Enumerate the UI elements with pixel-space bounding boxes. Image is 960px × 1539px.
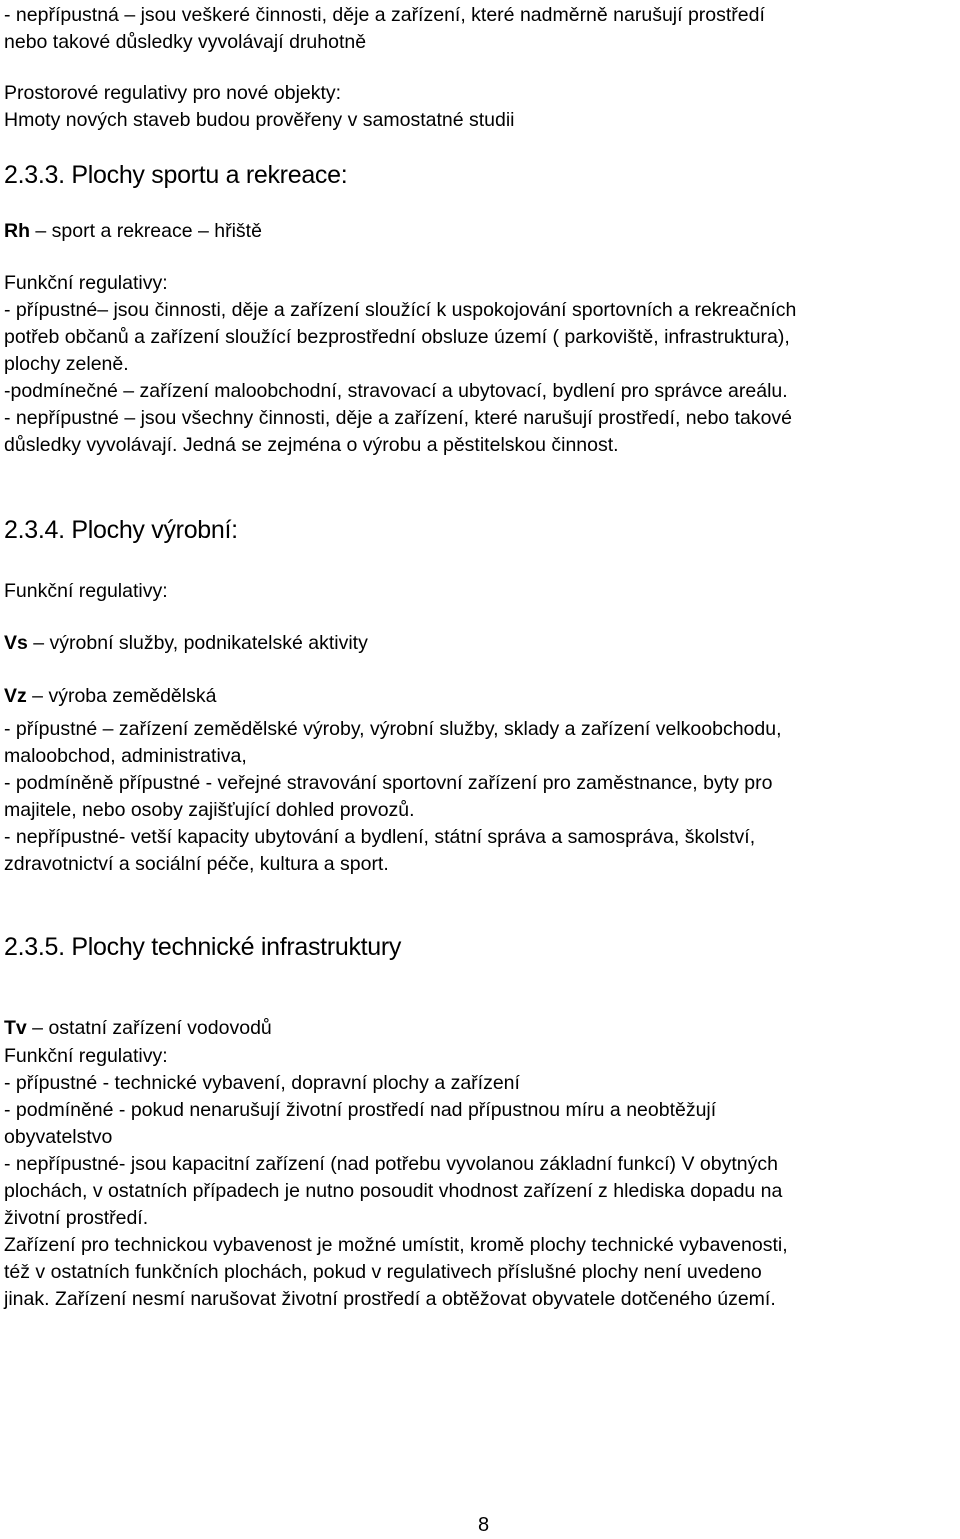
text-line: jinak. Zařízení nesmí narušovat životní prostředí a obtěžovat obyvatele dotčeného území.	[4, 1288, 776, 1310]
text-line: majitele, nebo osoby zajišťující dohled provozů.	[4, 799, 415, 821]
zone-code-line	[4, 630, 368, 657]
zone-code: Vs	[4, 632, 28, 654]
zone-code: Tv	[4, 1017, 27, 1039]
text-line: též v ostatních funkčních plochách, pokud v regulativech příslušné plochy není uvedeno	[4, 1261, 762, 1283]
regulativy-label: Funkční regulativy:	[4, 1045, 168, 1067]
text-line: plochy zeleně.	[4, 353, 129, 375]
zone-description: – výroba zemědělská	[26, 685, 217, 707]
text-line: - podmíněné - pokud nenarušují životní prostředí nad přípustnou míru a neobtěžují	[4, 1099, 717, 1121]
section-heading: 2.3.4. Plochy výrobní:	[4, 516, 238, 544]
text-line: maloobchod, administrativa,	[4, 745, 247, 767]
text-line: Hmoty nových staveb budou prověřeny v samostatné studii	[4, 109, 515, 131]
zone-description: – ostatní zařízení vodovodů	[26, 1017, 272, 1039]
text-line: - přípustné– jsou činnosti, děje a zařízení sloužící k uspokojování sportovních a rekreačních	[4, 299, 797, 321]
zone-code-line	[4, 218, 262, 245]
text-line: důsledky vyvolávají. Jedná se zejména o výrobu a pěstitelskou činnost.	[4, 434, 619, 456]
text-line: - přípustné - technické vybavení, dopravní plochy a zařízení	[4, 1072, 520, 1094]
text-line: zdravotnictví a sociální péče, kultura a sport.	[4, 853, 389, 875]
text-line: - nepřípustné- vetší kapacity ubytování a bydlení, státní správa a samospráva, školství,	[4, 826, 756, 848]
text-line: - nepřípustné – jsou všechny činnosti, děje a zařízení, které narušují prostředí, nebo takové	[4, 407, 793, 429]
text-line: -podmínečné – zařízení maloobchodní, stravovací a ubytovací, bydlení pro správce areálu.	[4, 380, 788, 402]
text-line: - podmíněně přípustné - veřejné stravování sportovní zařízení pro zaměstnance, byty pro	[4, 772, 773, 794]
text-line: - nepřípustná – jsou veškeré činnosti, děje a zařízení, které nadměrně narušují prostředí	[4, 4, 765, 26]
text-line: Zařízení pro technickou vybavenost je možné umístit, kromě plochy technické vybavenosti,	[4, 1234, 788, 1256]
zone-code: Rh	[4, 220, 30, 242]
regulativy-label: Funkční regulativy:	[4, 580, 168, 602]
zone-code-line	[4, 683, 216, 710]
page-number: 8	[478, 1514, 490, 1536]
text-line: potřeb občanů a zařízení sloužící bezprostřední obsluze území ( parkoviště, infrastruktura),	[4, 326, 790, 348]
text-line: nebo takové důsledky vyvolávají druhotně	[4, 31, 367, 53]
text-line: životní prostředí.	[4, 1207, 149, 1229]
zone-code: Vz	[4, 685, 27, 707]
text-line: - přípustné – zařízení zemědělské výroby, výrobní služby, sklady a zařízení velkoobchodu,	[4, 718, 782, 740]
regulativy-label: Funkční regulativy:	[4, 272, 168, 294]
text-line: obyvatelstvo	[4, 1126, 113, 1148]
text-line: Prostorové regulativy pro nové objekty:	[4, 82, 342, 104]
section-heading: 2.3.5. Plochy technické infrastruktury	[4, 933, 402, 961]
text-line: plochách, v ostatních případech je nutno posoudit vhodnost zařízení z hlediska dopadu na	[4, 1180, 783, 1202]
zone-description: – sport a rekreace – hřiště	[30, 220, 262, 242]
zone-description: – výrobní služby, podnikatelské aktivity	[27, 632, 368, 654]
section-heading: 2.3.3. Plochy sportu a rekreace:	[4, 161, 348, 189]
text-line: - nepřípustné- jsou kapacitní zařízení (nad potřebu vyvolanou základní funkcí) V obytných	[4, 1153, 778, 1175]
zone-code-line	[4, 1015, 272, 1042]
